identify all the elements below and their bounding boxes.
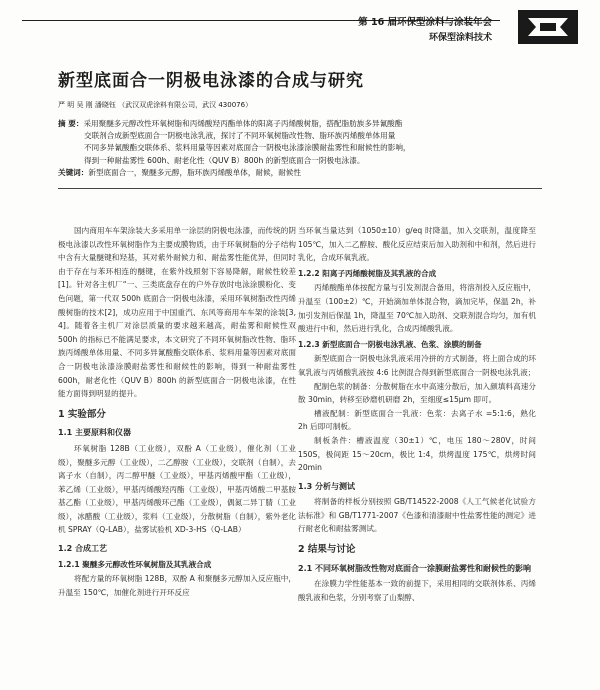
intro-paragraph: 国内商用车车架涂装大多采用单一涂层的阴极电泳漆，而传统的阴极电泳漆以改性环氧树脂作为主要成膜物质，由于环氧树脂的分子结构中含有大量醚键和羟基，其对紫外耐候力和、耐盐雾性能优异，但同时由于存在与苯环相连的醚键，在紫外线照射下容易降解，耐候性较差[1]。针对各主机厂“一、三类底盘存在的户外存放时电泳涂膜粉化、变色问题，第一代双 500h 底面合一阴极电泳漆，采用环氧树脂改性丙烯酸树脂的技术[2]，成功应用于中国重汽、东风等商用车车架的涂装[3, 4]。随着各主机厂对涂层质量的要求越来越高，耐盐雾和耐候性双 500h 的指标已不能满足要求，本文研究了不同环氧树脂改性物、脂环族丙烯酸单体用量、不同多异氰酸酯交联体系、浆料用量等因素对底面合一阴极电泳漆涂膜耐盐雾性和耐候性的影响，得到一种耐盐雾性 600h，耐老化性（QUV B）800h 的新型底面合一阴极电泳漆，在性能方面得到明显的提升。	[58, 226, 296, 399]
abstract-label: 摘 要：	[58, 119, 84, 128]
subsubsection-heading: 1.2.3 新型底面合一阴极电泳乳液、色浆、涂膜的制备	[298, 339, 482, 349]
left-column	[58, 224, 296, 599]
subsection-heading: 1.3 分析与测试	[298, 481, 355, 491]
section-heading: 2 结果与讨论	[298, 544, 356, 556]
keywords	[58, 167, 301, 178]
paste-paragraph: 配制色浆的制备：分散树脂在水中高速分散后，加入颜填料高速分散 30min，转移至砂磨机研磨 2h，至细度≤15μm 即可。	[298, 381, 536, 405]
section-heading: 1 实验部分	[58, 408, 106, 420]
keywords-label: 关键词：	[58, 168, 89, 177]
emulsion-paragraph: 新型底面合一阴极电泳乳液采用冷拼的方式制备，将上面合成的环氧乳液与丙烯酸乳液按 4:6 比例混合得到新型底面合一阴极电泳乳液；	[298, 354, 536, 377]
subsection-heading: 1.2 合成工艺	[58, 544, 107, 554]
subsubsection-heading: 1.2.2 阳离子丙烯酸树脂及其乳液的合成	[298, 268, 437, 278]
subsubsection-heading: 1.2.1 聚醚多元醇改性环氧树脂及其乳液合成	[58, 559, 212, 569]
abstract-line: 不同多异氰酸酯交联体系、浆料用量等因素对底面合一阴极电泳漆涂膜耐盐雾性和耐候性的影响，	[84, 143, 411, 153]
synthesis-paragraph: 将配方量的环氧树脂 128B，双酚 A 和聚醚多元醇加入反应瓶中，升温至 150℃，加催化剂进行开环反应	[58, 574, 296, 597]
conditions-paragraph: 制板条件：槽液温度（30±1）℃，电压 180～280V，时间 150S，极间距 15～20cm，极比 1:4，烘烤温度 175℃，烘烤时间 20min	[298, 435, 536, 473]
running-header	[22, 10, 578, 44]
conference-logo-icon	[518, 10, 578, 44]
author-affiliation: 严 明 吴 刚 潘晓钰 （武汉双虎涂料有限公司，武汉 430076）	[58, 101, 253, 109]
right-column	[298, 224, 536, 604]
abstract	[58, 118, 542, 167]
subsection-heading: 1.1 主要原料和仪器	[58, 428, 131, 438]
keywords-text: 新型底面合一，聚醚多元醇，脂环族丙烯酸单体，耐候，耐候性	[88, 168, 301, 177]
abstract-line: 交联剂合成新型底面合一阴极电泳乳液，探讨了不同环氧树脂改性物、脂环族丙烯酸单体用量	[84, 131, 396, 141]
abstract-line: 采用聚醚多元醇改性环氧树脂和丙烯酸羟丙酯单体的阳离子丙烯酸树脂，搭配脂肪族多异氰酸酯	[83, 119, 403, 128]
continued-paragraph: 当环氧当量达到（1050±10）g/eq 时降温，加入交联剂，温度降至 105℃，加入二乙醇胺、酸化反应结束后加入助剂和中和剂，然后进行乳化，合成环氧乳液。	[298, 226, 536, 263]
section-name: 环保型涂料技术	[428, 33, 492, 43]
conference-name: 第 16 届环保型涂料与涂装年会	[358, 17, 492, 28]
subsection-heading: 2.1 不同环氧树脂改性物对底面合一涂膜耐盐雾性和耐候性的影响	[298, 563, 531, 573]
testing-paragraph: 将制备的样板分别按照 GB/T14522-2008《人工气候老化试验方法标准》和 GB/T1771-2007《色漆和清漆耐中性盐雾性能的测定》进行耐老化和耐盐雾测试。	[298, 497, 536, 534]
abstract-line: 得到一种耐盐雾性 600h、耐老化性（QUV B）800h 的新型底面合一阴极电泳漆。	[84, 155, 365, 165]
paper-title: 新型底面合一阴极电泳漆的合成与研究	[58, 71, 364, 91]
discussion-paragraph: 在涂膜力学性能基本一致的前提下，采用相同的交联剂体系、丙烯酸乳液和色浆，分别考察了山梨醇、	[298, 579, 536, 602]
section-divider	[58, 188, 542, 189]
acrylic-paragraph: 丙烯酸酯单体按配方量与引发剂混合备用，将溶剂投入反应瓶中，升温至（100±2）℃，开始滴加单体混合物，滴加完毕，保温 2h，补加引发剂后保温 1h，降温至 70℃加入助剂、交联剂混合均匀，加有机酸进行中和，然后进行乳化，合成丙烯酸乳液。	[298, 283, 536, 334]
bath-paragraph: 槽液配制：新型底面合一乳液：色浆：去离子水 =5:1:6，熟化 2h 后即可制板。	[298, 408, 536, 432]
materials-paragraph: 环氧树脂 128B（工业级），双酚 A（工业级），催化剂（工业级），聚醚多元醇（工业级），二乙醇胺（工业级），交联剂（自制），去离子水（自制），丙二醇甲醚（工业级），甲基丙烯酸甲酯（工业级），苯乙烯（工业级），甲基丙烯酸羟丙酯（工业级），甲基丙烯酸二甲基胺基乙酯（工业级），甲基丙烯酸环己酯（工业级），偶氮二异丁腈（工业级），冰醋酸（工业级），浆料（工业级），分散树脂（自制），紫外老化机 SPRAY（Q-LAB），盐雾试验机 XD-3-HS（Q-LAB）	[58, 443, 296, 535]
